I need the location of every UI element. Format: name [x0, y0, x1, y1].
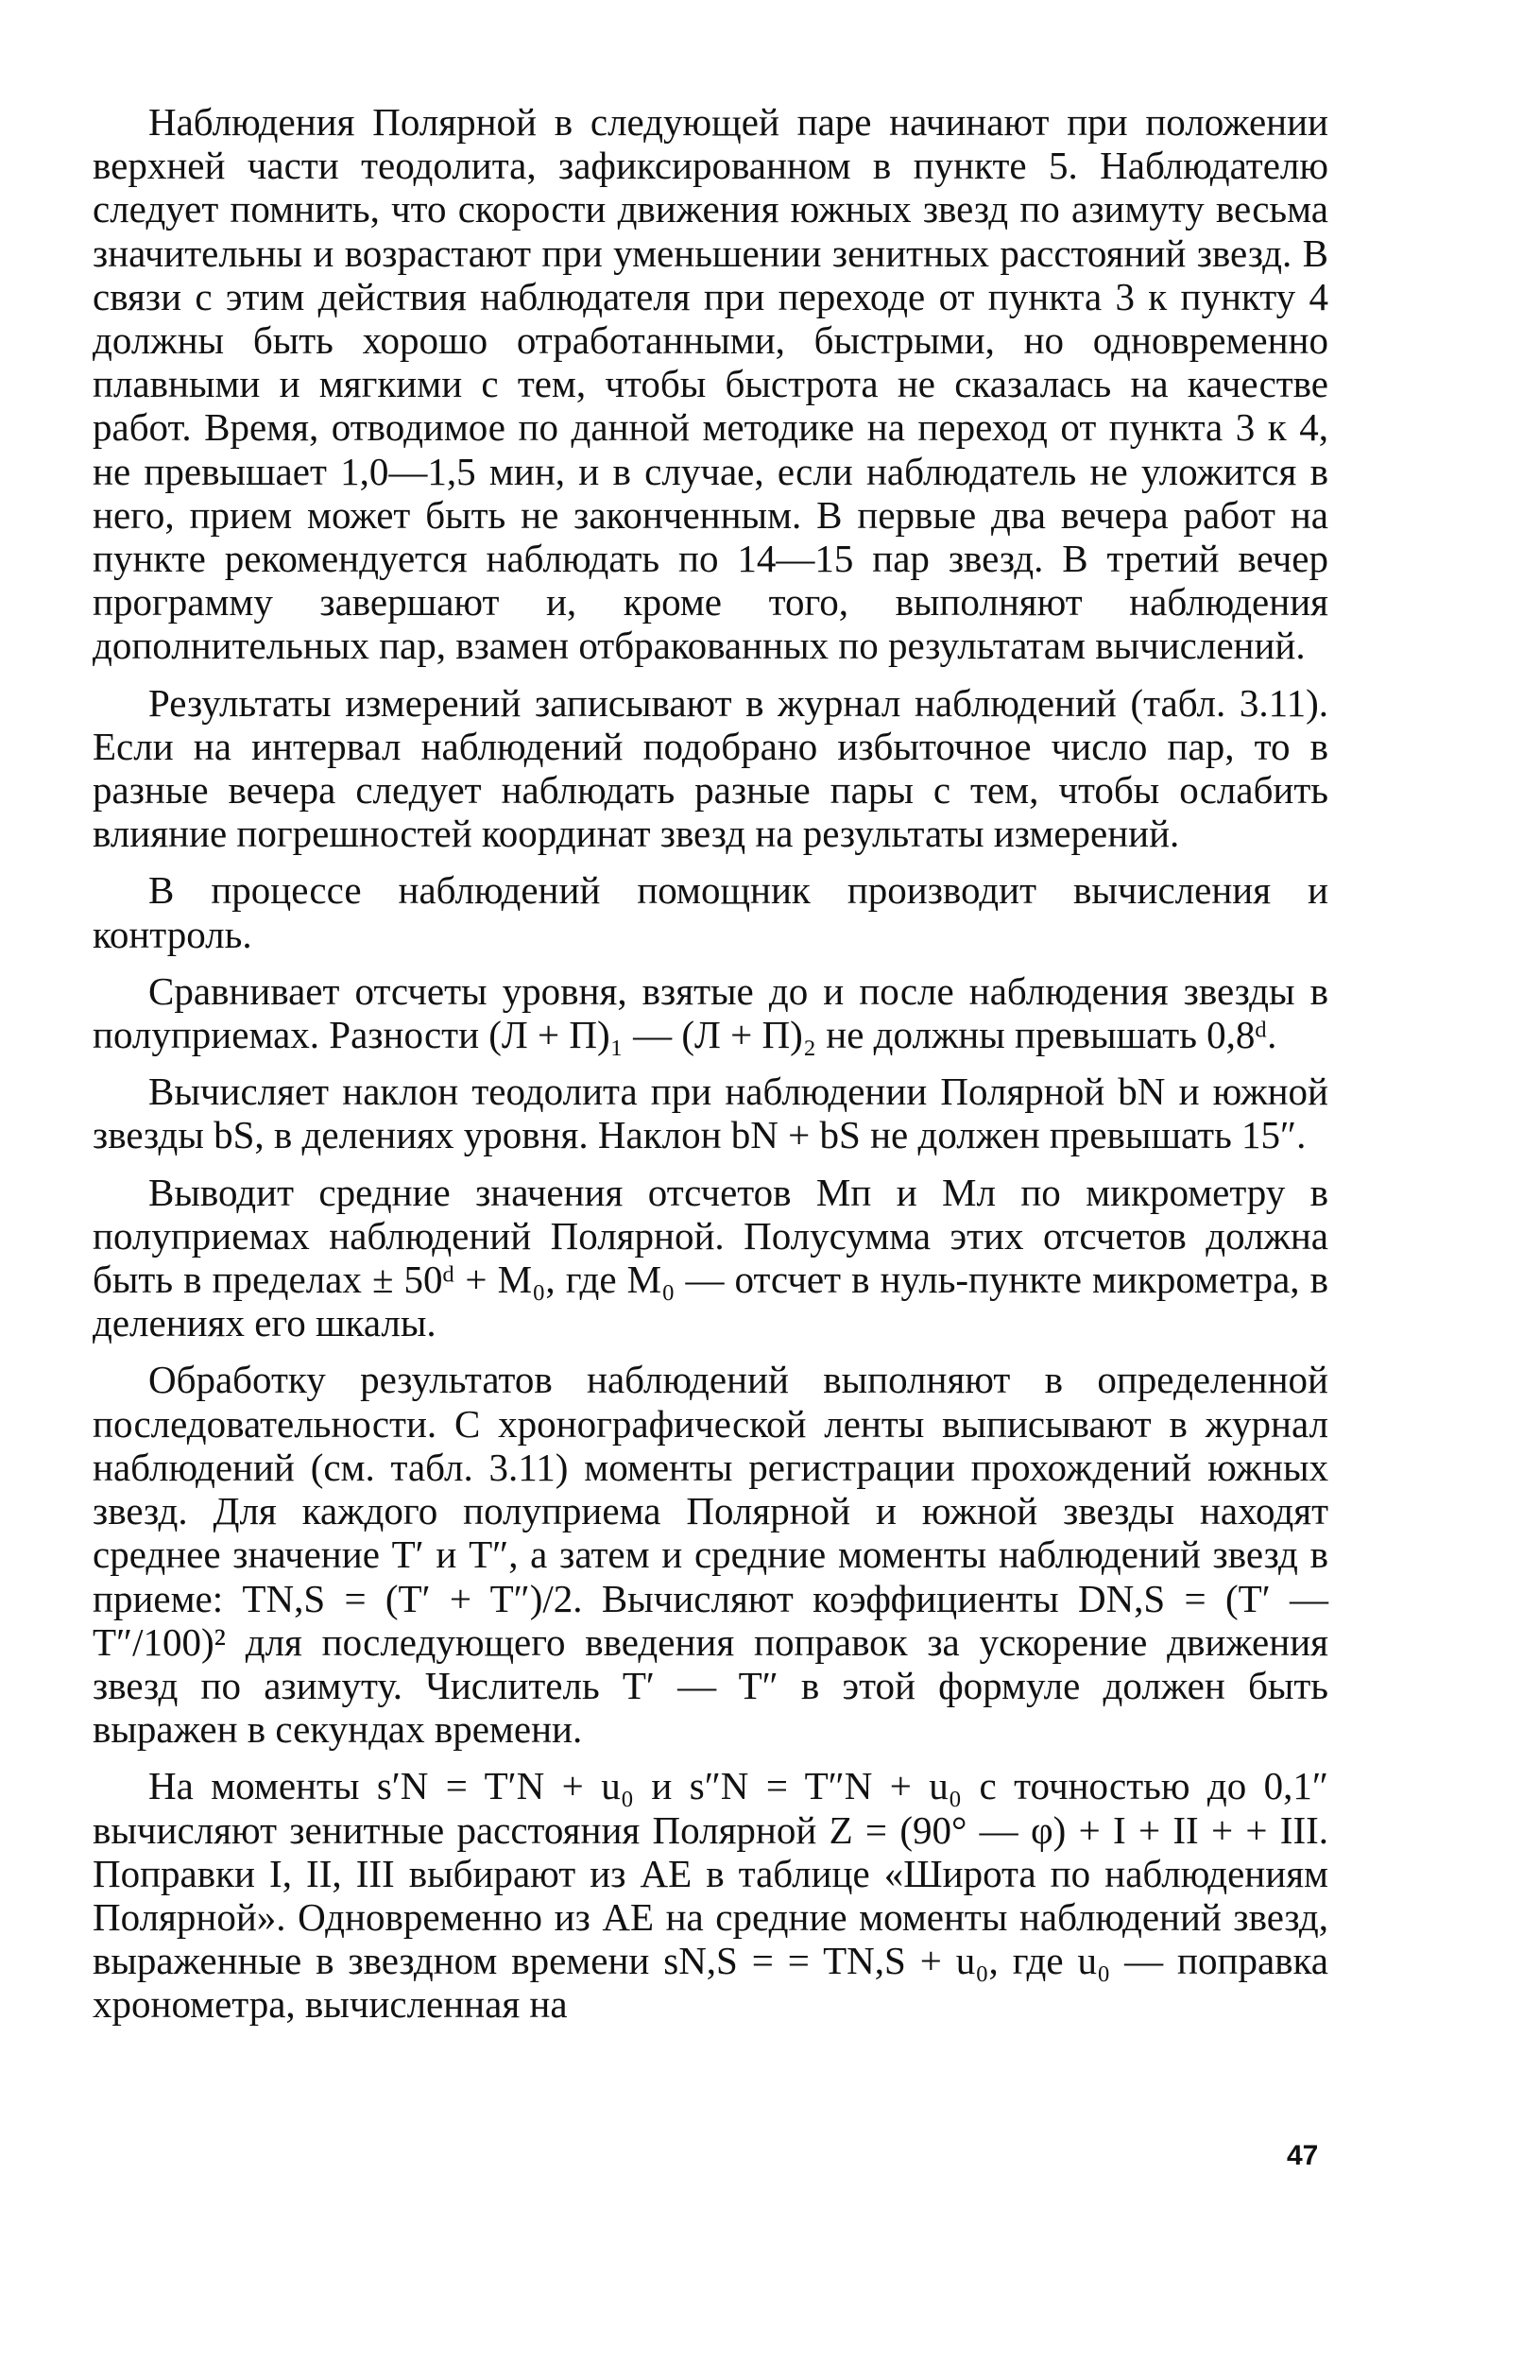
paragraph-micrometer-readings: Выводит средние значения отсчетов Mп и Mл по микрометру в полуприемах наблюдений Полярной. Полусумма этих отсчетов должна быть в пределах ± 50ᵈ + M₀, где M₀ — отсчет в нуль-пункте микрометра, в делениях его шкалы.: [93, 1170, 1328, 1345]
paragraph-assistant-control: В процессе наблюдений помощник производит вычисления и контроль.: [93, 868, 1328, 956]
paragraph-zenith-distances: На моменты s′N = T′N + u₀ и s″N = T″N + u₀ с точностью до 0,1″ вычисляют зенитные расстояния Полярной Z = (90° — φ) + I + II + + III. Поправки I, II, III выбирают из АЕ в таблице «Широта по наблюдениям Полярной». Одновременно из АЕ на средние моменты наблюдений звезд, выраженные в звездном времени sN,S = = TN,S + u₀, где u₀ — поправка хронометра, вычисленная на: [93, 1764, 1328, 2027]
paragraph-theodolite-tilt: Вычисляет наклон теодолита при наблюдении Полярной bN и южной звезды bS, в делениях уровня. Наклон bN + bS не должен превышать 15″.: [93, 1070, 1328, 1157]
paragraph-level-readings: Сравнивает отсчеты уровня, взятые до и после наблюдения звезды в полуприемах. Разности (Л + П)₁ — (Л + П)₂ не должны превышать 0,8ᵈ.: [93, 968, 1328, 1057]
body-text: [93, 100, 1328, 2027]
paragraph-measurement-results: Результаты измерений записывают в журнал наблюдений (табл. 3.11). Если на интервал наблюдений подобрано избыточное число пар, то в разные вечера следует наблюдать разные пары с тем, чтобы ослабить влияние погрешностей координат звезд на результаты измерений.: [93, 680, 1328, 856]
page-number: 47: [1287, 2140, 1319, 2171]
paragraph-polaris-observation: Наблюдения Полярной в следующей паре начинают при положении верхней части теодолита, зафиксированном в пункте 5. Наблюдателю следует помнить, что скорости движения южных звезд по азимуту весьма значительны и возрастают при уменьшении зенитных расстояний звезд. В связи с этим действия наблюдателя при переходе от пункта 3 к пункту 4 должны быть хорошо отработанными, быстрыми, но одновременно плавными и мягкими с тем, чтобы быстрота не сказалась на качестве работ. Время, отводимое по данной методике на переход от пункта 3 к 4, не превышает 1,0—1,5 мин, и в случае, если наблюдатель не уложится в него, прием может быть не законченным. В первые два вечера работ на пункте рекомендуется наблюдать по 14—15 пар звезд. В третий вечер программу завершают и, кроме того, выполняют наблюдения дополнительных пар, взамен отбракованных по результатам вычислений.: [93, 100, 1328, 668]
paragraph-processing-results: Обработку результатов наблюдений выполняют в определенной последовательности. С хронографической ленты выписывают в журнал наблюдений (см. табл. 3.11) моменты регистрации прохождений южных звезд. Для каждого полуприема Полярной и южной звезды находят среднее значение T′ и T″, а затем и средние моменты наблюдений звезд в приеме: TN,S = (T′ + T″)/2. Вычисляют коэффициенты DN,S = (T′ — T″/100)² для последующего введения поправок за ускорение движения звезд по азимуту. Числитель T′ — T″ в этой формуле должен быть выражен в секундах времени.: [93, 1358, 1328, 1752]
